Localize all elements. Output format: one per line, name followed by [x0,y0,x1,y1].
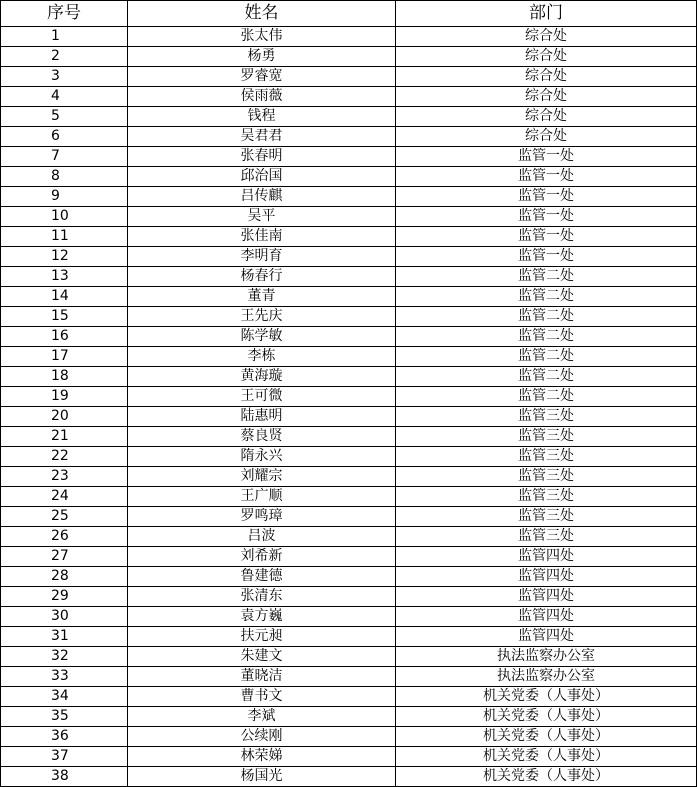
table-row [1,287,697,307]
table-row [1,527,697,547]
cell-department: 监管三处 [396,527,697,547]
cell-name: 杨勇 [128,47,396,67]
cell-name: 王先庆 [128,307,396,327]
table-row [1,27,697,47]
cell-index: 20 [1,407,128,427]
cell-name: 朱建文 [128,647,396,667]
cell-name: 陆惠明 [128,407,396,427]
cell-name: 张太伟 [128,27,396,47]
cell-department: 监管四处 [396,587,697,607]
cell-name: 杨春行 [128,267,396,287]
header-index: 序号 [1,1,128,27]
cell-department: 综合处 [396,27,697,47]
cell-index: 24 [1,487,128,507]
cell-index: 17 [1,347,128,367]
cell-department: 监管三处 [396,507,697,527]
cell-index: 21 [1,427,128,447]
cell-name: 隋永兴 [128,447,396,467]
cell-name: 李明育 [128,247,396,267]
cell-department: 监管一处 [396,247,697,267]
header-department: 部门 [396,1,697,27]
table-row [1,687,697,707]
table-row [1,387,697,407]
cell-name: 罗睿宽 [128,67,396,87]
cell-department: 监管三处 [396,447,697,467]
cell-name: 陈学敏 [128,327,396,347]
table-row [1,347,697,367]
cell-index: 25 [1,507,128,527]
cell-name: 张佳南 [128,227,396,247]
cell-name: 李斌 [128,707,396,727]
cell-department: 监管二处 [396,367,697,387]
table-row [1,407,697,427]
cell-department: 监管二处 [396,267,697,287]
cell-department: 监管四处 [396,567,697,587]
table-row [1,427,697,447]
cell-index: 38 [1,767,128,787]
cell-department: 机关党委（人事处） [396,727,697,747]
cell-index: 37 [1,747,128,767]
cell-department: 综合处 [396,87,697,107]
cell-name: 董晓洁 [128,667,396,687]
cell-index: 29 [1,587,128,607]
cell-index: 32 [1,647,128,667]
cell-index: 36 [1,727,128,747]
cell-index: 5 [1,107,128,127]
cell-name: 林荣娣 [128,747,396,767]
table-row [1,607,697,627]
cell-name: 邱治国 [128,167,396,187]
table-row [1,767,697,787]
table-row [1,247,697,267]
cell-department: 监管二处 [396,287,697,307]
cell-department: 监管二处 [396,307,697,327]
cell-index: 10 [1,207,128,227]
table-row [1,467,697,487]
cell-department: 监管四处 [396,547,697,567]
table-row [1,307,697,327]
cell-name: 侯雨薇 [128,87,396,107]
cell-index: 2 [1,47,128,67]
cell-index: 22 [1,447,128,467]
header-row [1,1,697,27]
cell-name: 刘耀宗 [128,467,396,487]
cell-department: 监管四处 [396,627,697,647]
cell-department: 机关党委（人事处） [396,707,697,727]
cell-index: 35 [1,707,128,727]
table-row [1,747,697,767]
cell-department: 综合处 [396,47,697,67]
cell-department: 执法监察办公室 [396,647,697,667]
table-row [1,547,697,567]
table-row [1,647,697,667]
table-row [1,327,697,347]
cell-name: 董青 [128,287,396,307]
header-name: 姓名 [128,1,396,27]
cell-department: 监管三处 [396,487,697,507]
cell-index: 30 [1,607,128,627]
table-row [1,187,697,207]
cell-index: 7 [1,147,128,167]
table-row [1,447,697,467]
table-row [1,627,697,647]
cell-name: 曹书文 [128,687,396,707]
cell-name: 扶元昶 [128,627,396,647]
cell-index: 31 [1,627,128,647]
cell-index: 1 [1,27,128,47]
cell-name: 吴平 [128,207,396,227]
cell-name: 袁方巍 [128,607,396,627]
table-row [1,707,697,727]
cell-department: 监管二处 [396,347,697,367]
cell-name: 罗鸣璋 [128,507,396,527]
cell-name: 吴君君 [128,127,396,147]
cell-department: 监管二处 [396,327,697,347]
cell-department: 监管四处 [396,607,697,627]
cell-name: 王广顺 [128,487,396,507]
cell-index: 18 [1,367,128,387]
cell-department: 监管三处 [396,427,697,447]
cell-index: 33 [1,667,128,687]
table-row [1,727,697,747]
cell-department: 综合处 [396,107,697,127]
cell-name: 杨国光 [128,767,396,787]
cell-index: 28 [1,567,128,587]
table-row [1,487,697,507]
cell-name: 张清东 [128,587,396,607]
cell-index: 12 [1,247,128,267]
table-row [1,47,697,67]
cell-department: 执法监察办公室 [396,667,697,687]
table-row [1,667,697,687]
cell-index: 34 [1,687,128,707]
cell-index: 23 [1,467,128,487]
cell-name: 吕波 [128,527,396,547]
cell-department: 监管一处 [396,147,697,167]
cell-department: 监管一处 [396,187,697,207]
cell-index: 19 [1,387,128,407]
cell-index: 14 [1,287,128,307]
cell-name: 张春明 [128,147,396,167]
table-row [1,147,697,167]
cell-name: 王可微 [128,387,396,407]
cell-department: 监管一处 [396,167,697,187]
cell-department: 监管三处 [396,467,697,487]
cell-department: 监管三处 [396,407,697,427]
table-row [1,67,697,87]
table-row [1,367,697,387]
cell-index: 27 [1,547,128,567]
cell-department: 机关党委（人事处） [396,767,697,787]
cell-department: 机关党委（人事处） [396,747,697,767]
cell-index: 9 [1,187,128,207]
cell-index: 16 [1,327,128,347]
cell-index: 3 [1,67,128,87]
cell-index: 15 [1,307,128,327]
cell-department: 监管二处 [396,387,697,407]
cell-department: 监管一处 [396,207,697,227]
cell-department: 机关党委（人事处） [396,687,697,707]
table-row [1,87,697,107]
cell-department: 综合处 [396,127,697,147]
cell-index: 26 [1,527,128,547]
table-row [1,127,697,147]
cell-name: 李栋 [128,347,396,367]
cell-name: 公续刚 [128,727,396,747]
table-header [1,1,697,27]
table-row [1,207,697,227]
cell-index: 6 [1,127,128,147]
table-row [1,267,697,287]
cell-name: 刘希新 [128,547,396,567]
cell-department: 综合处 [396,67,697,87]
cell-index: 8 [1,167,128,187]
cell-name: 鲁建德 [128,567,396,587]
table-row [1,567,697,587]
cell-name: 钱程 [128,107,396,127]
table-row [1,167,697,187]
table-body [1,27,697,787]
cell-index: 11 [1,227,128,247]
cell-name: 吕传麒 [128,187,396,207]
cell-name: 蔡良贤 [128,427,396,447]
cell-name: 黄海璇 [128,367,396,387]
cell-index: 13 [1,267,128,287]
table-row [1,107,697,127]
cell-department: 监管一处 [396,227,697,247]
table-row [1,587,697,607]
table-row [1,507,697,527]
cell-index: 4 [1,87,128,107]
table-row [1,227,697,247]
